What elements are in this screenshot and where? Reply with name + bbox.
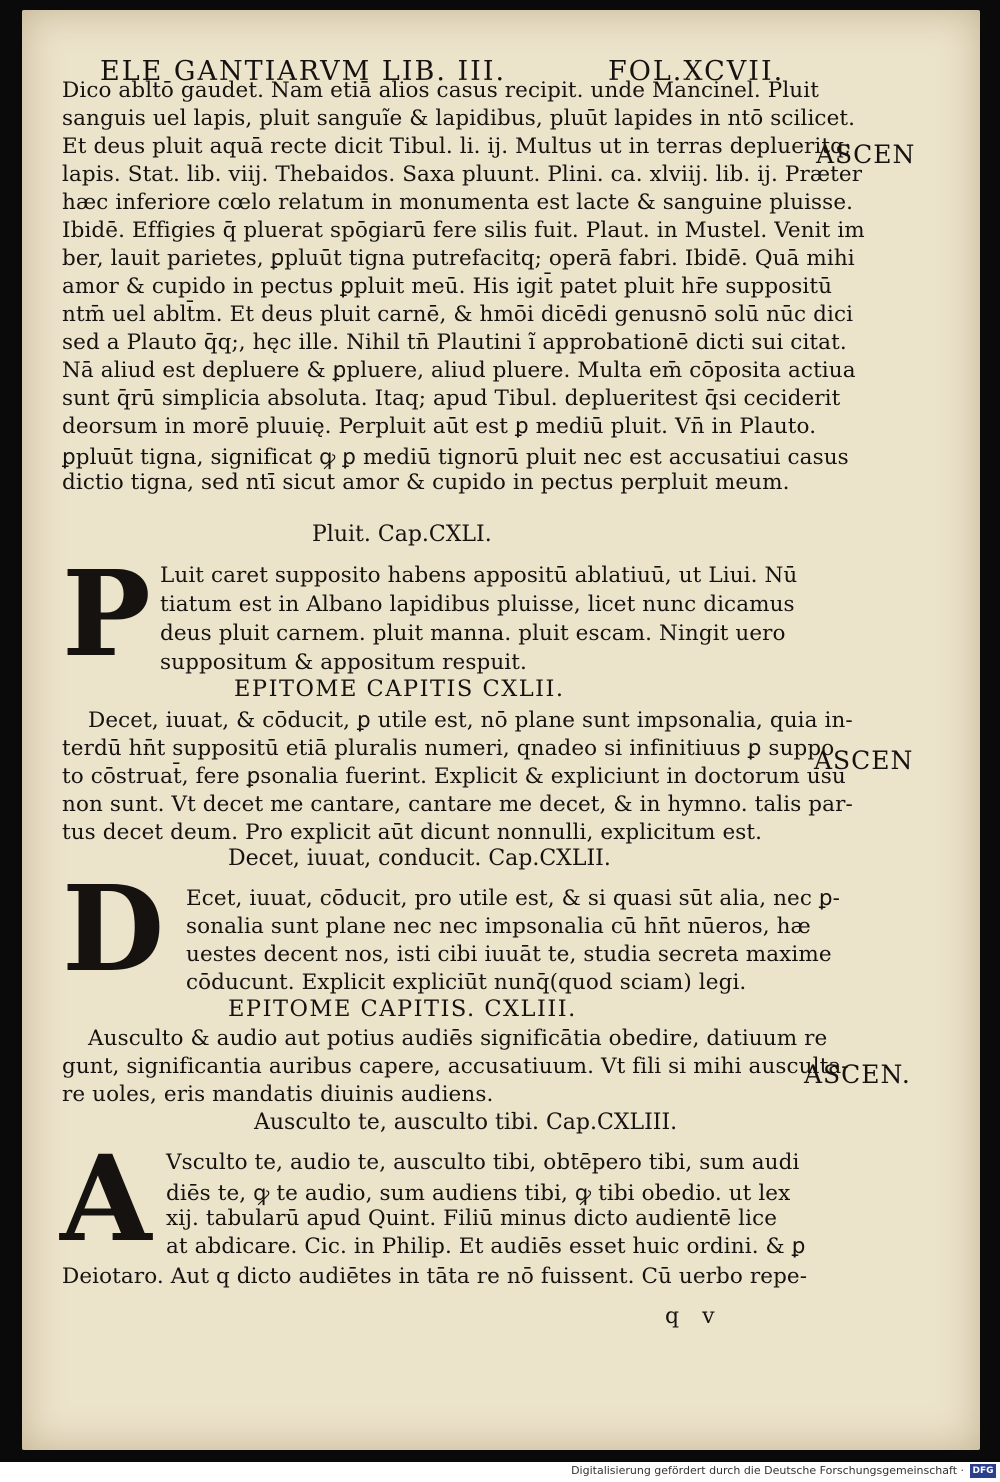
footer-bar	[0, 1462, 1000, 1482]
decorated-initial: A	[60, 1129, 152, 1268]
text-line: diēs te, ꝙ te audio, sum audiens tibi, ꝙ tibi obedio. ut lex	[166, 1181, 791, 1206]
text-line: sonalia sunt plane nec nec impsonalia cū hn̄t nūeros, hæ	[186, 914, 811, 939]
text-line: Et deus pluit aquā recte dicit Tibul. li. ij. Multus ut in terras deplueritq;	[62, 134, 852, 159]
epitome-heading: EPITOME CAPITIS. CXLIII.	[228, 996, 577, 1022]
text-line: Ausculto & audio aut potius audiēs significātia obedire, datiuum re	[88, 1026, 828, 1051]
text-line: Decet, iuuat, & cōducit, ꝑ utile est, nō plane sunt impsonalia, quia in-	[88, 708, 853, 733]
margin-note: ASCEN	[816, 140, 916, 169]
epitome-heading: EPITOME CAPITIS CXLII.	[234, 676, 565, 702]
text-line: Dico abltō gaudet. Nam etiā alios casus recipit. unde Mancinel. Pluit	[62, 78, 819, 103]
chapter-heading: Pluit. Cap.CXLI.	[312, 522, 492, 547]
text-line: terdū hn̄t suppositū etiā pluralis numeri, qnadeo si infinitiuus ꝑ suppo	[62, 736, 835, 761]
text-line: gunt, significantia auribus capere, accusatiuum. Vt fili si mihi ausculta-	[62, 1054, 849, 1079]
text-line: tus decet deum. Pro explicit aūt dicunt nonnulli, explicitum est.	[62, 820, 763, 845]
text-line: dictio tigna, sed ntī sicut amor & cupido in pectus perpluit meum.	[62, 470, 790, 495]
text-line: non sunt. Vt decet me cantare, cantare me decet, & in hymno. talis par-	[62, 792, 853, 817]
text-line: ntm̄ uel ablt̄m. Et deus pluit carnē, & hmōi dicēdi genusnō solū nūc dici	[62, 302, 854, 327]
chapter-heading: Ausculto te, ausculto tibi. Cap.CXLIII.	[254, 1110, 678, 1135]
text-line: sed a Plauto q̄q;, hęc ille. Nihil tn̄ Plautini ĩ approbationē dicti sui citat.	[62, 330, 847, 355]
text-line: lapis. Stat. lib. viij. Thebaidos. Saxa pluunt. Plini. ca. xlviij. lib. ij. Præter	[62, 162, 863, 187]
text-line: sunt q̄rū simplicia absoluta. Itaq; apud Tibul. deplueritest q̄si ceciderit	[62, 386, 841, 411]
margin-note: ASCEN	[814, 746, 914, 775]
text-line: cōducunt. Explicit expliciūt nunq̄(quod sciam) legi.	[186, 970, 747, 995]
text-line: at abdicare. Cic. in Philip. Et audiēs esset huic ordini. & ꝑ	[166, 1234, 806, 1259]
running-header: ELE GANTIARVM LIB. III.	[100, 56, 507, 87]
text-line: Ecet, iuuat, cōducit, pro utile est, & si quasi sūt alia, nec ꝑ-	[186, 886, 841, 911]
funding-note: Digitalisierung gefördert durch die Deutsche Forschungsgemeinschaft ·	[571, 1464, 964, 1477]
decorated-initial: P	[62, 544, 151, 683]
text-line: Luit caret supposito habens appositū ablatiuū, ut Liui. Nū	[160, 563, 798, 588]
text-line: re uoles, eris mandatis diuinis audiens.	[62, 1082, 494, 1107]
dfg-logo: DFG	[970, 1464, 996, 1478]
text-line: to cōstruat̄, fere ꝑsonalia fuerint. Explicit & expliciunt in doctorum usu	[62, 764, 846, 789]
text-line: deus pluit carnem. pluit manna. pluit escam. Ningit uero	[160, 621, 786, 646]
text-line: Nā aliud est depluere & ꝑpluere, aliud pluere. Multa em̄ cōposita actiua	[62, 358, 856, 383]
text-line: sanguis uel lapis, pluit sanguĩe & lapidibus, pluūt lapides in ntō scilicet.	[62, 106, 856, 131]
chapter-heading: Decet, iuuat, conducit. Cap.CXLII.	[228, 846, 611, 871]
text-line: tiatum est in Albano lapidibus pluisse, licet nunc dicamus	[160, 592, 795, 617]
text-line: hæc inferiore cœlo relatum in monumenta est lacte & sanguine pluisse.	[62, 190, 854, 215]
text-line: deorsum in morē pluuię. Perpluit aūt est ꝑ mediū pluit. Vn̄ in Plauto.	[62, 414, 817, 439]
signature-mark: q v	[665, 1304, 723, 1329]
text-line: xij. tabularū apud Quint. Filiū minus dicto audientē lice	[166, 1206, 778, 1231]
folio-number: FOL.XCVII.	[608, 56, 785, 87]
text-line: amor & cupido in pectus ꝑpluit meū. His igit̄ patet pluit hr̄e suppositū	[62, 274, 833, 299]
decorated-initial: D	[62, 859, 165, 998]
text-line: ber, lauit parietes, ꝑpluūt tigna putrefacitq; operā fabri. Ibidē. Quā mihi	[62, 246, 855, 271]
text-line: Deiotaro. Aut q dicto audiētes in tāta re nō fuissent. Cū uerbo repe-	[62, 1264, 808, 1289]
text-line: suppositum & appositum respuit.	[160, 650, 527, 675]
margin-note: ASCEN.	[804, 1060, 911, 1089]
text-line: uestes decent nos, isti cibi iuuāt te, studia secreta maxime	[186, 942, 832, 967]
text-line: Ibidē. Effigies q̄ pluerat spōgiarū fere silis fuit. Plaut. in Mustel. Venit im	[62, 218, 865, 243]
text-line: Vsculto te, audio te, ausculto tibi, obtēpero tibi, sum audi	[166, 1150, 800, 1175]
text-line: ꝑpluūt tigna, significat ꝙ ꝑ mediū tignorū pluit nec est accusatiui casus	[62, 445, 849, 470]
